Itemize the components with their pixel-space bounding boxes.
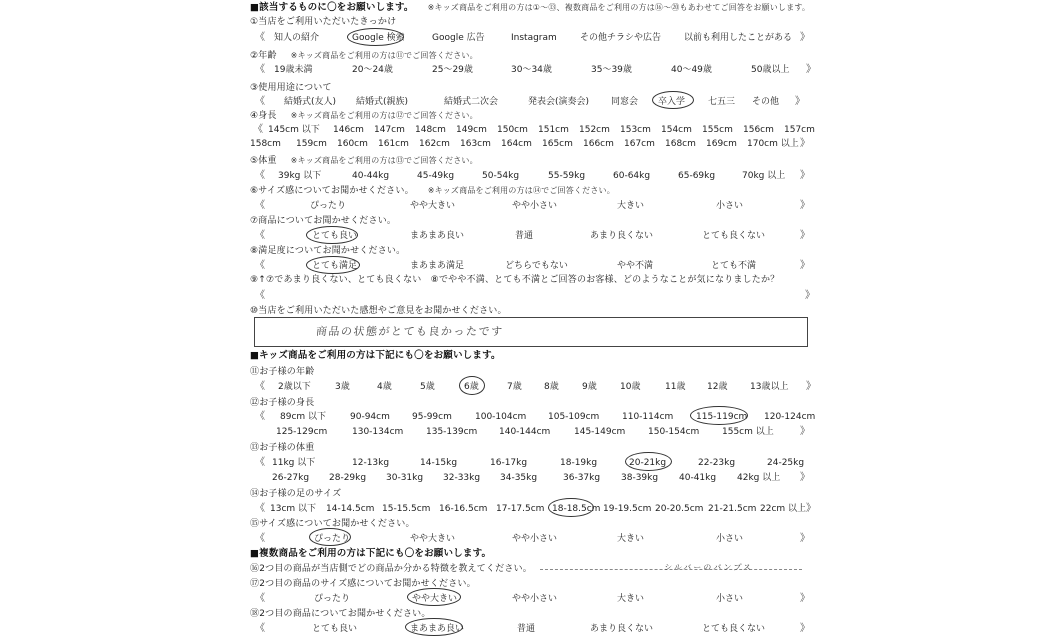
q4-option[interactable]: 167cm [624,139,655,149]
q6-option[interactable]: やや小さい [512,201,558,211]
selection-circle [405,618,463,636]
q7-close-bracket: 》 [800,230,810,241]
q12-option[interactable]: 90-94cm [350,412,390,422]
q8-label: ⑧満足度についてお聞かせください。 [250,246,406,256]
q6-option[interactable]: ぴったり [310,201,347,211]
q4-option[interactable]: 169cm [706,139,737,149]
q15-close-bracket: 》 [800,533,810,544]
q13-option[interactable]: 24-25kg [767,458,805,468]
q18-label: ⑱2つ目の商品についてお聞かせください。 [250,609,431,619]
q13-option[interactable]: 40-41kg [679,473,717,483]
q12-option[interactable]: 150-154cm [648,427,700,437]
q5-option[interactable]: 50-54kg [482,171,520,181]
q14-label: ⑭お子様の足のサイズ [250,489,342,499]
multi-section-title: ■複数商品をご利用の方は下記にも〇をお願いします。 [250,548,492,559]
q6-option[interactable]: 大きい [617,201,645,211]
q3-option[interactable]: 七五三 [708,97,736,107]
q5-option[interactable]: 70kg 以上 [742,171,786,181]
q11-option[interactable]: 3歳 [335,382,350,392]
q13-option[interactable]: 18-19kg [560,458,598,468]
q12-option[interactable]: 145-149cm [574,427,626,437]
q1-close-bracket: 》 [800,32,810,43]
q17-option[interactable]: やや小さい [512,594,558,604]
q14-close-bracket: 》 [806,503,816,514]
q5-option[interactable]: 40-44kg [352,171,390,181]
q3-option[interactable]: 発表会(演奏会) [528,97,590,107]
q13-option[interactable]: 11kg 以下 [272,458,316,468]
q4-option[interactable]: 156cm [743,125,774,135]
q8-close-bracket: 》 [800,260,810,271]
q12-option[interactable]: 115-119cm [696,412,748,422]
q2-open-bracket: 《 [255,64,265,75]
q12-option[interactable]: 135-139cm [426,427,478,437]
q11-option[interactable]: 8歳 [544,382,559,392]
q1-option[interactable]: Instagram [511,33,557,43]
selection-circle [548,498,594,517]
q11-option[interactable]: 13歳以上 [750,382,789,392]
q11-close-bracket: 》 [806,381,816,392]
q14-option[interactable]: 18-18.5cm [552,504,601,514]
q4-option[interactable]: 168cm [665,139,696,149]
q12-option[interactable]: 140-144cm [499,427,551,437]
kids-section-title: ■キッズ商品をご利用の方は下記にも〇をお願いします。 [250,350,501,361]
q7-open-bracket: 《 [255,230,265,241]
q13-option[interactable]: 22-23kg [698,458,736,468]
q7-option[interactable]: とても良くない [702,231,766,241]
q2-note: ※キッズ商品をご利用の方は⑪でご回答ください。 [290,51,478,60]
q5-note: ※キッズ商品をご利用の方は⑬でご回答ください。 [290,156,478,165]
q18-option[interactable]: あまり良くない [590,624,654,634]
q7-option[interactable]: 普通 [515,231,534,241]
q4-option[interactable]: 145cm 以下 [268,125,320,135]
q8-option[interactable]: どちらでもない [505,261,568,271]
q5-label-text: ⑤体重 [250,156,277,166]
q15-option[interactable]: やや大きい [410,534,456,544]
q13-option[interactable]: 42kg 以上 [737,473,781,483]
q6-open-bracket: 《 [255,200,265,211]
q11-option[interactable]: 2歳以下 [278,382,311,392]
feedback-handwriting: 商品の状態がとても良かったです [315,325,505,338]
q11-label: ⑪お子様の年齢 [250,367,315,377]
q15-open-bracket: 《 [255,533,265,544]
survey-title-text: ■該当するものに〇をお願いします。 [250,2,414,13]
q4-option[interactable]: 153cm [620,125,651,135]
q4-label [250,110,478,122]
q14-option[interactable]: 21-21.5cm [708,504,757,514]
q4-option[interactable]: 170cm 以上 [747,139,799,149]
q11-option[interactable]: 4歳 [377,382,392,392]
q4-option[interactable]: 159cm [296,139,327,149]
q1-option[interactable]: 知人の紹介 [274,33,320,43]
q14-open-bracket: 《 [255,503,265,514]
q13-option[interactable]: 14-15kg [420,458,458,468]
q13-option[interactable]: 38-39kg [621,473,659,483]
q8-option[interactable]: とても満足 [312,261,358,271]
q7-option[interactable]: あまり良くない [590,231,654,241]
q5-option[interactable]: 45-49kg [417,171,455,181]
q1-option[interactable]: Google 検索 [352,33,405,43]
q9-label: ⑨↑⑦であまり良くない、とても良くない ⑧でやや不満、とても不満とご回答のお客様、どのようなことが気になりましたか？ [250,275,780,285]
q12-option[interactable]: 110-114cm [622,412,674,422]
q2-option[interactable]: 19歳未満 [274,65,313,75]
q4-option[interactable]: 163cm [460,139,491,149]
q6-option[interactable]: やや大きい [410,201,456,211]
q13-open-bracket: 《 [255,457,265,468]
q2-option[interactable]: 20〜24歳 [352,65,393,75]
q4-option[interactable]: 157cm [784,125,815,135]
q3-option[interactable]: その他 [752,97,780,107]
q2-label [250,50,478,62]
q2-close-bracket: 》 [806,64,816,75]
q14-option[interactable]: 20-20.5cm [655,504,704,514]
q4-option[interactable]: 166cm [583,139,614,149]
q17-option[interactable]: やや大きい [412,594,458,604]
q14-option[interactable]: 17-17.5cm [496,504,545,514]
q5-option[interactable]: 65-69kg [678,171,716,181]
q15-option[interactable]: やや小さい [512,534,558,544]
q18-open-bracket: 《 [255,623,265,634]
q3-close-bracket: 》 [795,96,805,107]
q2-option[interactable]: 25〜29歳 [432,65,473,75]
q11-option[interactable]: 11歳 [665,382,686,392]
q3-option[interactable]: 同窓会 [611,97,639,107]
q6-note: ※キッズ商品をご利用の方は⑭でご回答ください。 [427,186,615,195]
q15-option[interactable]: 大きい [617,534,645,544]
q4-option[interactable]: 158cm [250,139,281,149]
q18-option[interactable]: 普通 [517,624,536,634]
q3-option[interactable]: 結婚式二次会 [444,97,499,107]
q8-option[interactable]: とても不満 [711,261,757,271]
selection-circle [407,588,461,606]
q18-option[interactable]: とても良くない [702,624,766,634]
q9-close-bracket: 》 [805,290,815,301]
q11-open-bracket: 《 [255,381,265,392]
q13-close-bracket: 》 [800,472,810,483]
q2-option[interactable]: 35〜39歳 [591,65,632,75]
q5-option[interactable]: 39kg 以下 [278,171,322,181]
q5-open-bracket: 《 [255,170,265,181]
q11-option[interactable]: 7歳 [507,382,522,392]
selection-circle [309,528,351,546]
q4-option[interactable]: 148cm [415,125,446,135]
q4-option[interactable]: 164cm [501,139,532,149]
q14-option[interactable]: 14-14.5cm [326,504,375,514]
q5-option[interactable]: 55-59kg [548,171,586,181]
q12-option[interactable]: 95-99cm [412,412,452,422]
q1-option[interactable]: 以前も利用したことがある [684,33,793,43]
q1-label: ①当店をご利用いただいたきっかけ [250,17,397,27]
q11-option[interactable]: 9歳 [582,382,597,392]
q4-option[interactable]: 155cm [702,125,733,135]
q13-option[interactable]: 16-17kg [490,458,528,468]
q6-label [250,185,615,197]
q12-option[interactable]: 105-109cm [548,412,600,422]
q4-option[interactable]: 161cm [378,139,409,149]
q6-option[interactable]: 小さい [716,201,744,211]
q8-option[interactable]: まあまあ満足 [410,261,465,271]
q17-option[interactable]: ぴったり [314,594,351,604]
q8-option[interactable]: やや不満 [617,261,654,271]
q12-close-bracket: 》 [800,426,810,437]
q5-close-bracket: 》 [800,170,810,181]
q14-option[interactable]: 15-15.5cm [382,504,431,514]
q4-option[interactable]: 154cm [661,125,692,135]
q2-option[interactable]: 30〜34歳 [511,65,552,75]
selection-circle [306,256,360,274]
q4-option[interactable]: 160cm [337,139,368,149]
q7-option[interactable]: とても良い [312,231,358,241]
q13-option[interactable]: 30-31kg [386,473,424,483]
selection-circle [652,91,694,109]
q1-option[interactable]: Google 広告 [432,33,485,43]
q15-option[interactable]: 小さい [716,534,744,544]
q3-option[interactable]: 卒入学 [658,97,686,107]
selection-circle [690,406,748,425]
q11-option[interactable]: 10歳 [620,382,641,392]
q13-option[interactable]: 32-33kg [443,473,481,483]
q8-open-bracket: 《 [255,260,265,271]
q4-note: ※キッズ商品をご利用の方は⑫でご回答ください。 [290,111,478,120]
q12-option[interactable]: 155cm 以上 [722,427,774,437]
q2-option[interactable]: 40〜49歳 [671,65,712,75]
q11-option[interactable]: 6歳 [464,382,479,392]
q4-option[interactable]: 150cm [497,125,528,135]
q10-label: ⑩当店をご利用いただいた感想やご意見をお聞かせください。 [250,306,507,316]
q4-open-bracket: 《 [253,124,263,135]
q1-option[interactable]: その他チラシや広告 [580,33,662,43]
q3-option[interactable]: 結婚式(友人) [284,97,337,107]
q7-label: ⑦商品についてお聞かせください。 [250,216,397,226]
q4-option[interactable]: 147cm [374,125,405,135]
q15-label: ⑮サイズ感についてお聞かせください。 [250,519,415,529]
q4-close-bracket: 》 [800,138,810,149]
q13-option[interactable]: 34-35kg [500,473,538,483]
q13-option[interactable]: 36-37kg [563,473,601,483]
q5-label [250,155,478,167]
q18-option[interactable]: とても良い [312,624,358,634]
q11-option[interactable]: 5歳 [420,382,435,392]
survey-title [250,2,810,14]
q11-option[interactable]: 12歳 [707,382,728,392]
q14-option[interactable]: 19-19.5cm [603,504,652,514]
q4-option[interactable]: 165cm [542,139,573,149]
q12-open-bracket: 《 [255,411,265,422]
q4-option[interactable]: 149cm [456,125,487,135]
survey-title-note: ※キッズ商品をご利用の方は①〜⑬、複数商品をご利用の方は⑯〜⑳もあわせてご回答をお願いします。 [427,3,811,12]
q17-open-bracket: 《 [255,593,265,604]
q12-option[interactable]: 130-134cm [352,427,404,437]
selection-circle [347,28,404,46]
selection-circle [625,452,672,471]
q18-option[interactable]: まあまあ良い [410,624,465,634]
q4-option[interactable]: 152cm [579,125,610,135]
q9-open-bracket: 《 [255,290,265,301]
q4-option[interactable]: 151cm [538,125,569,135]
q14-option[interactable]: 13cm 以下 [270,504,317,514]
q15-option[interactable]: ぴったり [314,534,351,544]
q5-option[interactable]: 60-64kg [613,171,651,181]
q2-option[interactable]: 50歳以上 [751,65,790,75]
q13-option[interactable]: 26-27kg [272,473,310,483]
q17-close-bracket: 》 [800,593,810,604]
q12-option[interactable]: 89cm 以下 [280,412,327,422]
q7-option[interactable]: まあまあ良い [410,231,465,241]
q17-label: ⑰2つ目の商品のサイズ感についてお聞かせください。 [250,579,476,589]
q13-label: ⑬お子様の体重 [250,443,315,453]
q12-label: ⑫お子様の身長 [250,398,315,408]
q14-option[interactable]: 16-16.5cm [439,504,488,514]
q3-label: ③使用用途について [250,83,332,93]
q1-open-bracket: 《 [255,32,265,43]
q13-option[interactable]: 12-13kg [352,458,390,468]
q12-option[interactable]: 100-104cm [475,412,527,422]
q13-option[interactable]: 20-21kg [629,458,667,468]
q6-label-text: ⑥サイズ感についてお聞かせください。 [250,186,414,196]
q16-label: ⑯2つ目の商品が当店側でどの商品か分かる特徴を教えてください。 [250,564,532,574]
q14-option[interactable]: 22cm 以上 [760,504,807,514]
q16-handwriting: シルバーのパンプス [663,563,754,572]
q2-label-text: ②年齢 [250,51,277,61]
q4-option[interactable]: 146cm [333,125,364,135]
selection-circle [459,376,485,395]
q18-close-bracket: 》 [800,623,810,634]
q4-label-text: ④身長 [250,111,277,121]
q17-option[interactable]: 小さい [716,594,744,604]
q4-option[interactable]: 162cm [419,139,450,149]
q6-close-bracket: 》 [800,200,810,211]
q3-open-bracket: 《 [255,96,265,107]
q17-option[interactable]: 大きい [617,594,645,604]
q13-option[interactable]: 28-29kg [329,473,367,483]
q12-option[interactable]: 125-129cm [276,427,328,437]
q3-option[interactable]: 結婚式(親族) [356,97,409,107]
selection-circle [306,226,358,244]
q12-option[interactable]: 120-124cm [764,412,816,422]
